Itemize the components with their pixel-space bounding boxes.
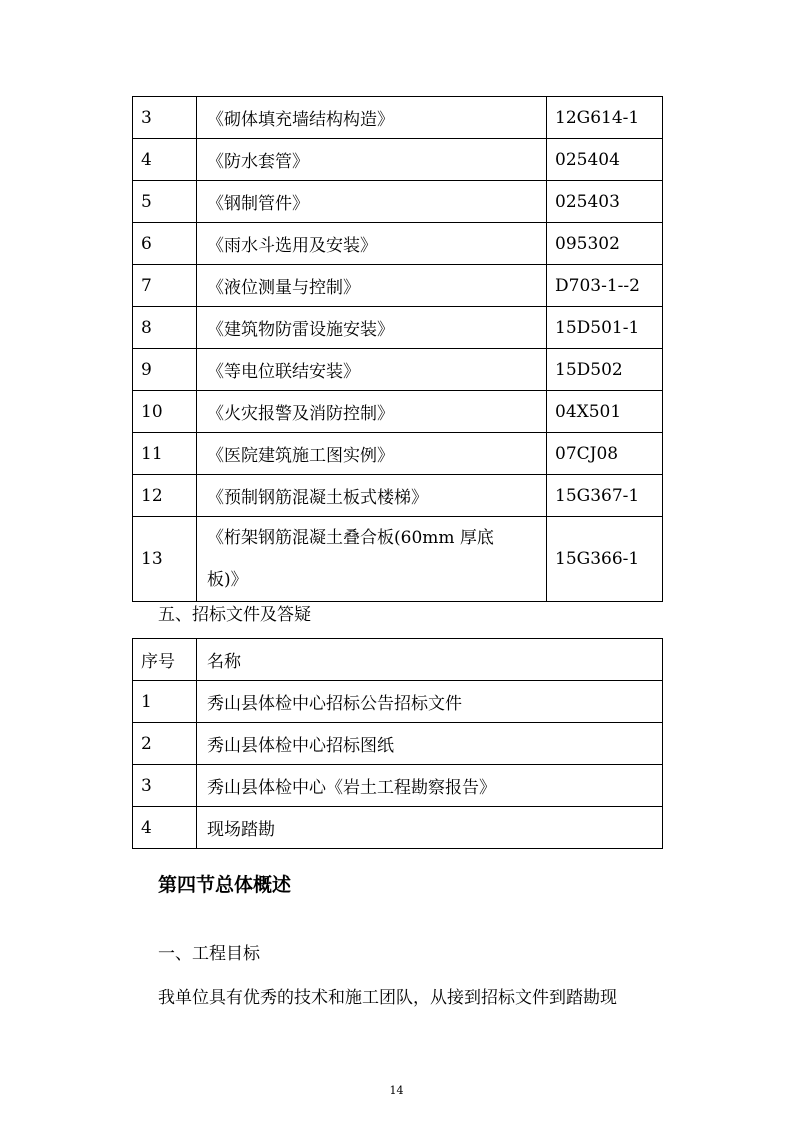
table-row: [133, 265, 663, 307]
standard-name: 《液位测量与控制》: [197, 265, 547, 307]
standard-name: 《医院建筑施工图实例》: [197, 433, 547, 475]
standard-name: 《预制钢筋混凝土板式楼梯》: [197, 475, 547, 517]
standard-name-line-2: 板)》: [207, 570, 248, 590]
subsection-heading-goal: 一、工程目标: [158, 944, 260, 964]
standard-code: 12G614-1: [547, 97, 663, 139]
standard-code: 15D501-1: [547, 307, 663, 349]
document-name: 现场踏勘: [197, 807, 663, 849]
table-row: [133, 307, 663, 349]
standard-name-line-1: 《桁架钢筋混凝土叠合板(60mm 厚底: [207, 528, 494, 548]
standard-code: 04X501: [547, 391, 663, 433]
row-number: 6: [133, 223, 197, 265]
standard-name: 《砌体填充墙结构构造》: [197, 97, 547, 139]
column-header-no: 序号: [133, 639, 197, 681]
row-number: 13: [133, 517, 197, 602]
standard-code: 15G367-1: [547, 475, 663, 517]
row-number: 12: [133, 475, 197, 517]
row-number: 8: [133, 307, 197, 349]
section-title-overview: 第四节总体概述: [158, 874, 292, 896]
table-row: [133, 223, 663, 265]
row-number: 2: [133, 723, 197, 765]
standard-name: [197, 517, 547, 602]
table-row: [133, 681, 663, 723]
row-number: 11: [133, 433, 197, 475]
row-number: 5: [133, 181, 197, 223]
standard-code: 15G366-1: [547, 517, 663, 602]
standard-name: 《建筑物防雷设施安装》: [197, 307, 547, 349]
table-row: [133, 433, 663, 475]
row-number: 7: [133, 265, 197, 307]
row-number: 4: [133, 807, 197, 849]
body-paragraph: 我单位具有优秀的技术和施工团队，从接到招标文件到踏勘现: [158, 988, 617, 1008]
row-number: 9: [133, 349, 197, 391]
standard-name: 《防水套管》: [197, 139, 547, 181]
standard-name: 《钢制管件》: [197, 181, 547, 223]
standard-code: 15D502: [547, 349, 663, 391]
table-row: [133, 139, 663, 181]
row-number: 10: [133, 391, 197, 433]
column-header-name: 名称: [197, 639, 663, 681]
document-name: 秀山县体检中心招标图纸: [197, 723, 663, 765]
document-name: 秀山县体检中心招标公告招标文件: [197, 681, 663, 723]
document-name: 秀山县体检中心《岩土工程勘察报告》: [197, 765, 663, 807]
table-row: [133, 97, 663, 139]
table-row: [133, 391, 663, 433]
standard-code: 07CJ08: [547, 433, 663, 475]
row-number: 4: [133, 139, 197, 181]
table-header-row: [133, 639, 663, 681]
table-row: [133, 181, 663, 223]
table-row: [133, 807, 663, 849]
standard-name: 《等电位联结安装》: [197, 349, 547, 391]
table-row: [133, 349, 663, 391]
table-row: [133, 765, 663, 807]
table-row: [133, 475, 663, 517]
table-row: [133, 517, 663, 602]
section-heading-tender-docs: 五、招标文件及答疑: [158, 605, 311, 625]
row-number: 1: [133, 681, 197, 723]
standard-code: 025404: [547, 139, 663, 181]
page-number: 14: [389, 1084, 404, 1097]
standard-name: 《火灾报警及消防控制》: [197, 391, 547, 433]
standards-table: [132, 96, 663, 602]
standard-name: 《雨水斗选用及安装》: [197, 223, 547, 265]
standard-code: 025403: [547, 181, 663, 223]
tender-docs-table: [132, 638, 663, 849]
row-number: 3: [133, 97, 197, 139]
table-row: [133, 723, 663, 765]
standard-code: 095302: [547, 223, 663, 265]
row-number: 3: [133, 765, 197, 807]
standard-code: D703-1--2: [547, 265, 663, 307]
